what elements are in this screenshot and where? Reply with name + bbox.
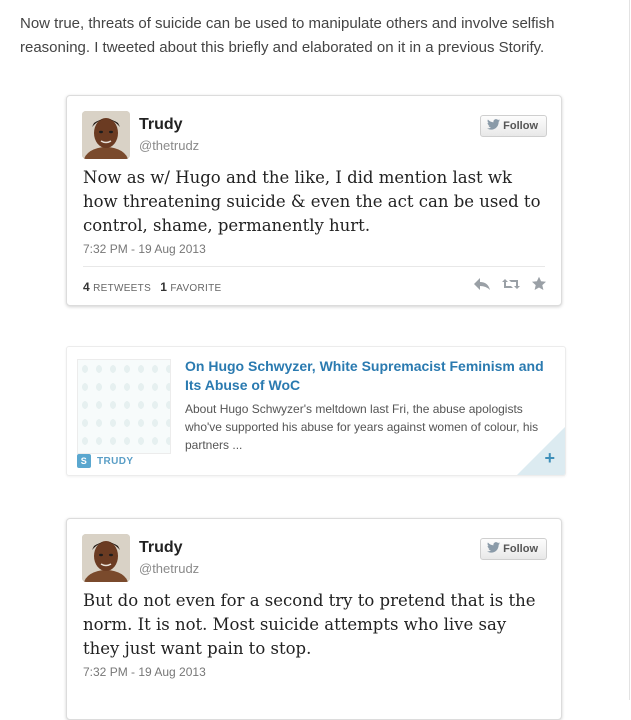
tweet-card xyxy=(66,518,562,720)
retweets-count[interactable]: 4 xyxy=(83,280,90,294)
tweet-card xyxy=(66,95,562,306)
follow-button[interactable] xyxy=(480,538,547,560)
intro-paragraph: Now true, threats of suicide can be used to manipulate others and involve selfish reasoning. I tweeted about this briefly and elaborated on it in a previous Storify. xyxy=(20,15,555,56)
twitter-bird-icon xyxy=(487,542,500,556)
retweet-icon[interactable] xyxy=(501,277,521,291)
favorites-label[interactable]: FAVORITE xyxy=(170,283,222,294)
retweets-label[interactable]: RETWEETS xyxy=(93,283,152,294)
avatar[interactable] xyxy=(82,534,130,582)
follow-label: Follow xyxy=(503,120,538,132)
link-source[interactable] xyxy=(77,454,133,468)
follow-button[interactable] xyxy=(480,115,547,137)
storify-logo-icon: S xyxy=(77,454,91,468)
tweet-timestamp[interactable]: 7:32 PM - 19 Aug 2013 xyxy=(83,665,206,679)
tweet-actions xyxy=(473,276,547,292)
reply-icon[interactable] xyxy=(473,277,491,291)
follow-label: Follow xyxy=(503,543,538,555)
tweet-author-handle[interactable]: @thetrudz xyxy=(139,138,200,153)
corner-fold xyxy=(517,427,565,475)
storify-link-card[interactable] xyxy=(66,346,566,476)
tweet-author-name[interactable]: Trudy xyxy=(139,539,183,556)
link-title[interactable]: On Hugo Schwyzer, White Supremacist Feminism and Its Abuse of WoC xyxy=(185,358,544,393)
tweet-text: But do not even for a second try to pretend that is the norm. It is not. Most suicide attempts who live say they just want pain to stop. xyxy=(83,591,536,658)
tweet-author-handle[interactable]: @thetrudz xyxy=(139,561,200,576)
favorite-star-icon[interactable] xyxy=(531,276,547,292)
add-plus-button[interactable]: + xyxy=(544,448,555,468)
link-description: About Hugo Schwyzer's meltdown last Fri, the abuse apologists who've supported his abuse for years against women of colour, his partners ... xyxy=(185,402,539,452)
tweet-stats xyxy=(83,280,222,294)
divider xyxy=(83,266,545,267)
tweet-author-name[interactable]: Trudy xyxy=(139,116,183,133)
favorites-count[interactable]: 1 xyxy=(160,280,168,294)
twitter-bird-icon xyxy=(487,119,500,133)
avatar[interactable] xyxy=(82,111,130,159)
tweet-text: Now as w/ Hugo and the like, I did mention last wk how threatening suicide & even the act can be used to control, shame, permanently hurt. xyxy=(83,168,541,235)
link-source-label[interactable]: TRUDY xyxy=(97,455,134,467)
link-thumbnail[interactable] xyxy=(77,359,171,454)
tweet-timestamp[interactable]: 7:32 PM - 19 Aug 2013 xyxy=(83,242,206,256)
